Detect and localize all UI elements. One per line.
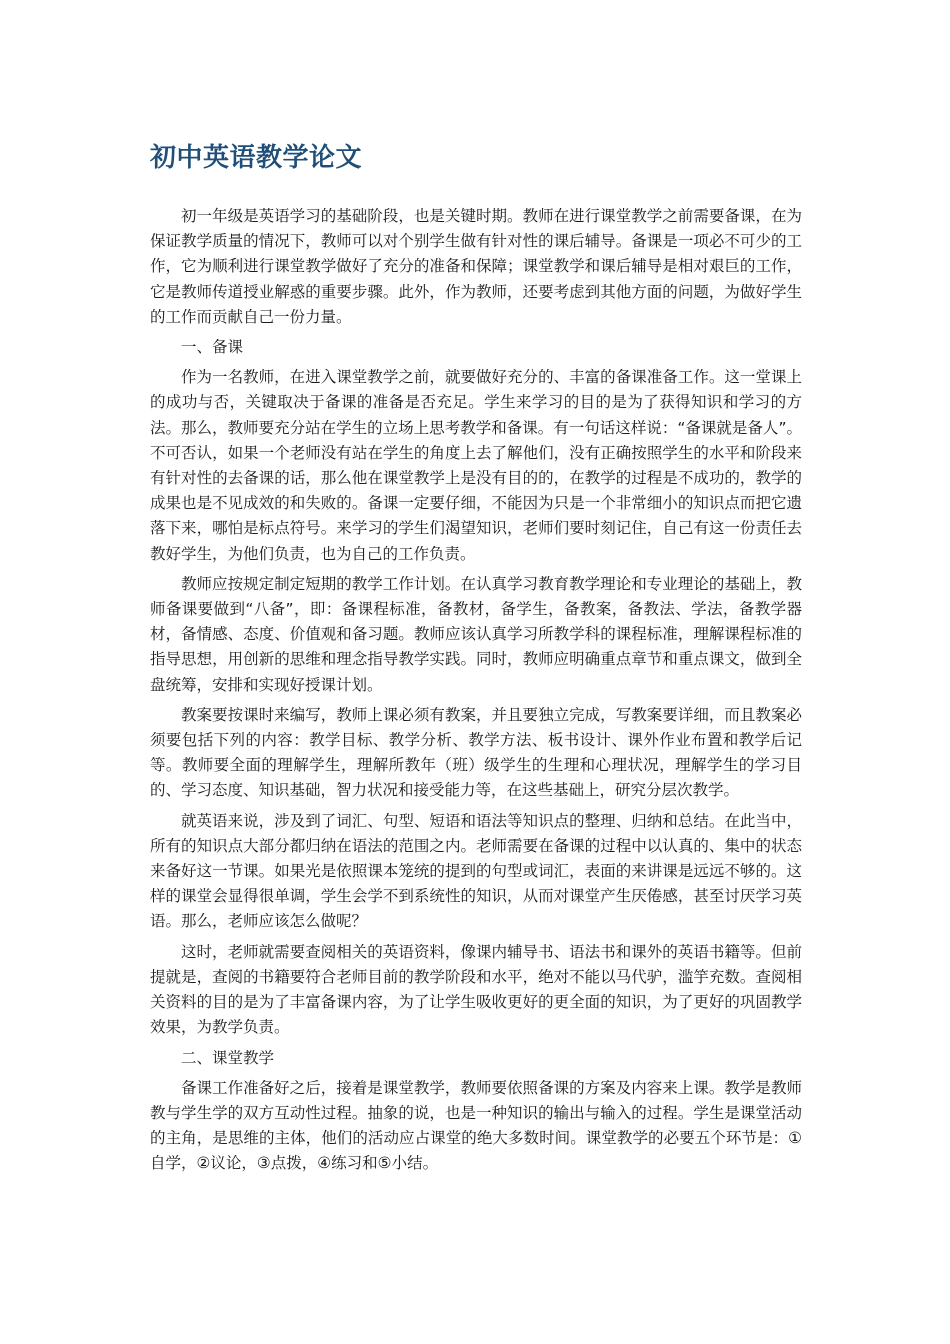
- paragraph: 教师应按规定制定短期的教学工作计划。在认真学习教育教学理论和专业理论的基础上，教师备课要做到“八备”，即：备课程标准，备教材，备学生，备教案，备教法、学法，备教学器材，备情感、态度、价值观和备习题。教师应该认真学习所教学科的课程标准，理解课程标准的指导思想，用创新的思维和理念指导教学实践。同时，教师应明确重点章节和重点课文，做到全盘统筹，安排和实现好授课计划。: [150, 574, 802, 694]
- paragraph: 教案要按课时来编写，教师上课必须有教案，并且要独立完成，写教案要详细，而且教案必须要包括下列的内容：教学目标、教学分析、教学方法、板书设计、课外作业布置和教学后记等。教师要全面的理解学生，理解所教年（班）级学生的生理和心理状况，理解学生的学习目的、学习态度、知识基础，智力状况和接受能力等，在这些基础上，研究分层次教学。: [150, 705, 802, 800]
- section-heading-classroom-teaching: 二、课堂教学: [181, 1048, 275, 1067]
- paragraph: 备课工作准备好之后，接着是课堂教学，教师要依照备课的方案及内容来上课。教学是教师教与学生学的双方互动性过程。抽象的说，也是一种知识的输出与输入的过程。学生是课堂活动的主角，是思维的主体，他们的活动应占课堂的绝大多数时间。课堂教学的必要五个环节是：①自学，②议论，③点拨，④练习和⑤小结。: [150, 1078, 802, 1173]
- paragraph-intro: 初一年级是英语学习的基础阶段，也是关键时期。教师在进行课堂教学之前需要备课，在为保证教学质量的情况下，教师可以对个别学生做有针对性的课后辅导。备课是一项必不可少的工作，它为顺利进行课堂教学做好了充分的准备和保障；课堂教学和课后辅导是相对艰巨的工作，它是教师传道授业解惑的重要步骤。此外，作为教师，还要考虑到其他方面的问题，为做好学生的工作而贡献自己一份力量。: [150, 207, 802, 326]
- paragraph: 作为一名教师，在进入课堂教学之前，就要做好充分的、丰富的备课准备工作。这一堂课上的成功与否，关键取决于备课的准备是否充足。学生来学习的目的是为了获得知识和学习的方法。那么，教师要充分站在学生的立场上思考教学和备课。有一句话这样说：“备课就是备人”。不可否认，如果一个老师没有站在学生的角度上去了解他们，没有正确按照学生的水平和阶段来有针对性的去备课的话，那么他在课堂教学上是没有目的的，在教学的过程是不成功的，教学的成果也是不见成效的和失败的。备课一定要仔细，不能因为只是一个非常细小的知识点而把它遗落下来，哪怕是标点符号。来学习的学生们渴望知识，老师们要时刻记住，自己有这一份责任去教好学生，为他们负责，也为自己的工作负责。: [150, 368, 802, 563]
- paragraph: 这时，老师就需要查阅相关的英语资料，像课内辅导书、语法书和课外的英语书籍等。但前提就是，查阅的书籍要符合老师目前的教学阶段和水平，绝对不能以马代驴，滥竽充数。查阅相关资料的目的是为了丰富备课内容，为了让学生吸收更好的更全面的知识，为了更好的巩固教学效果，为教学负责。: [150, 942, 802, 1037]
- section-heading-lesson-prep: 一、备课: [181, 338, 244, 357]
- document-title: 初中英语教学论文: [150, 143, 363, 173]
- paragraph: 就英语来说，涉及到了词汇、句型、短语和语法等知识点的整理、归纳和总结。在此当中，所有的知识点大部分都归纳在语法的范围之内。老师需要在备课的过程中以认真的、集中的状态来备好这一节课。如果光是依照课本笼统的提到的句型或词汇，表面的来讲课是远远不够的。这样的课堂会显得很单调，学生会学不到系统性的知识，从而对课堂产生厌倦感，甚至讨厌学习英语。那么，老师应该怎么做呢？: [150, 811, 802, 931]
- document-page: [150, 138, 802, 1182]
